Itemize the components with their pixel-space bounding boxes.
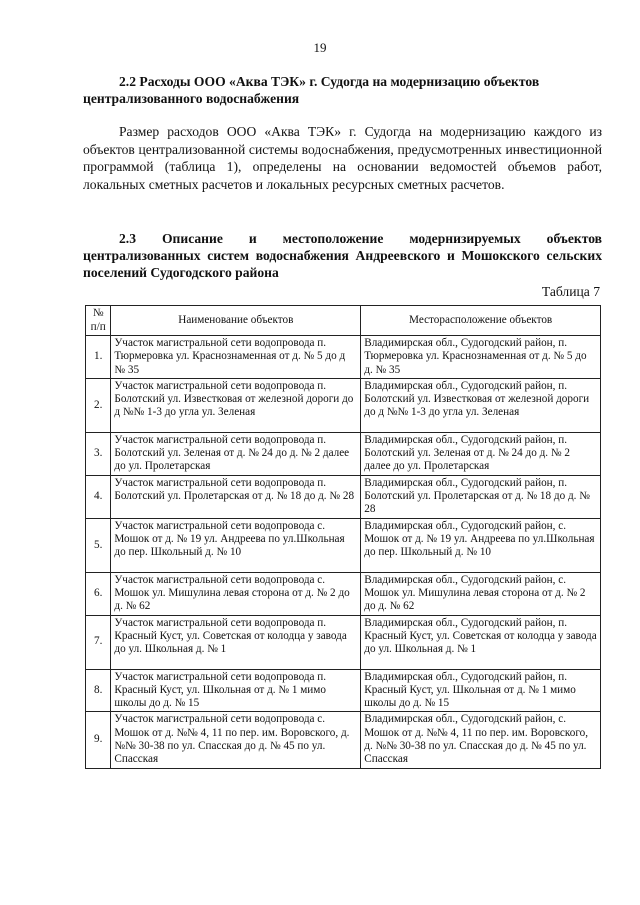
row-name: Участок магистральной сети водопровода п. Болотский ул. Зеленая от д. № 24 до д. № 2 далее до ул. Пролетарская [111,432,361,475]
row-num: 7. [86,615,111,669]
row-name: Участок магистральной сети водопровода п. Болотский ул. Известковая от железной дороги до д №№ 1-3 до угла ул. Зеленая [111,378,361,432]
row-num: 1. [86,336,111,379]
table-row [86,518,601,572]
section-2-2-title: 2.2 Расходы ООО «Аква ТЭК» г. Судогда на модернизацию объектов централизованного водоснабжения [83,74,540,106]
table-row [86,475,601,518]
row-name: Участок магистральной сети водопровода с. Мошок от д. №№ 4, 11 по пер. им. Воровского, д. №№ 30-38 по ул. Спасская до д. № 45 по ул. Спасская [111,712,361,768]
row-num: 2. [86,378,111,432]
header-name: Наименование объектов [111,306,361,336]
table-row [86,378,601,432]
row-num: 9. [86,712,111,768]
table-row [86,669,601,712]
table-header-row [86,306,601,336]
row-num: 6. [86,572,111,615]
row-location: Владимирская обл., Судогодский район, с. Мошок от д. № 19 ул. Андреева по ул.Школьная до пер. Школьный д. № 10 [361,518,601,572]
table-row [86,572,601,615]
header-num: № п/п [86,306,111,336]
page-number: 19 [313,40,327,55]
row-name: Участок магистральной сети водопровода п. Красный Куст, ул. Школьная от д. № 1 мимо школы до д. № 15 [111,669,361,712]
row-name: Участок магистральной сети водопровода п. Красный Куст, ул. Советская от колодца у завода до ул. Школьная д. № 1 [111,615,361,669]
row-num: 5. [86,518,111,572]
objects-table [85,305,601,769]
row-name: Участок магистральной сети водопровода с. Мошок от д. № 19 ул. Андреева по ул.Школьная до пер. Школьный д. № 10 [111,518,361,572]
row-location: Владимирская обл., Судогодский район, п. Болотский ул. Известковая от железной дороги до д №№ 1-3 до угла ул. Зеленая [361,378,601,432]
table-row [86,615,601,669]
row-location: Владимирская обл., Судогодский район, п. Красный Куст, ул. Школьная от д. № 1 мимо школы до д. № 15 [361,669,601,712]
header-location: Месторасположение объектов [361,306,601,336]
row-name: Участок магистральной сети водопровода с. Мошок ул. Мишулина левая сторона от д. № 2 до д. № 62 [111,572,361,615]
section-2-2-paragraph: Размер расходов ООО «Аква ТЭК» г. Судогда на модернизацию каждого из объектов централизованной системы водоснабжения, предусмотренных инвестиционной программой (таблица 1), определены на основании ведомостей объемов работ, локальных сметных расчетов и локальных ресурсных сметных расчетов. [83,124,602,192]
row-location: Владимирская обл., Судогодский район, п. Болотский ул. Зеленая от д. № 24 до д. № 2 далее до ул. Пролетарская [361,432,601,475]
row-name: Участок магистральной сети водопровода п. Болотский ул. Пролетарская от д. № 18 до д. № 28 [111,475,361,518]
row-num: 8. [86,669,111,712]
row-num: 4. [86,475,111,518]
row-num: 3. [86,432,111,475]
row-location: Владимирская обл., Судогодский район, с. Мошок от д. №№ 4, 11 по пер. им. Воровского, д. №№ 30-38 по ул. Спасская до д. № 45 по ул. Спасская [361,712,601,768]
table-label: Таблица 7 [541,284,600,299]
row-location: Владимирская обл., Судогодский район, п. Красный Куст, ул. Советская от колодца у завода до ул. Школьная д. № 1 [361,615,601,669]
section-2-3-title: 2.3 Описание и местоположение модернизируемых объектов централизованных систем водоснабжения Андреевского и Мошокского сельских поселений Судогодского района [83,231,602,280]
row-location: Владимирская обл., Судогодский район, с. Мошок ул. Мишулина левая сторона от д. № 2 до д. № 62 [361,572,601,615]
row-name: Участок магистральной сети водопровода п. Тюрмеровка ул. Краснознаменная от д. № 5 до д № 35 [111,336,361,379]
row-location: Владимирская обл., Судогодский район, п. Тюрмеровка ул. Краснознаменная от д. № 5 до д. № 35 [361,336,601,379]
row-location: Владимирская обл., Судогодский район, п. Болотский ул. Пролетарская от д. № 18 до д. № 28 [361,475,601,518]
table-row [86,336,601,379]
table-row [86,432,601,475]
table-row [86,712,601,768]
